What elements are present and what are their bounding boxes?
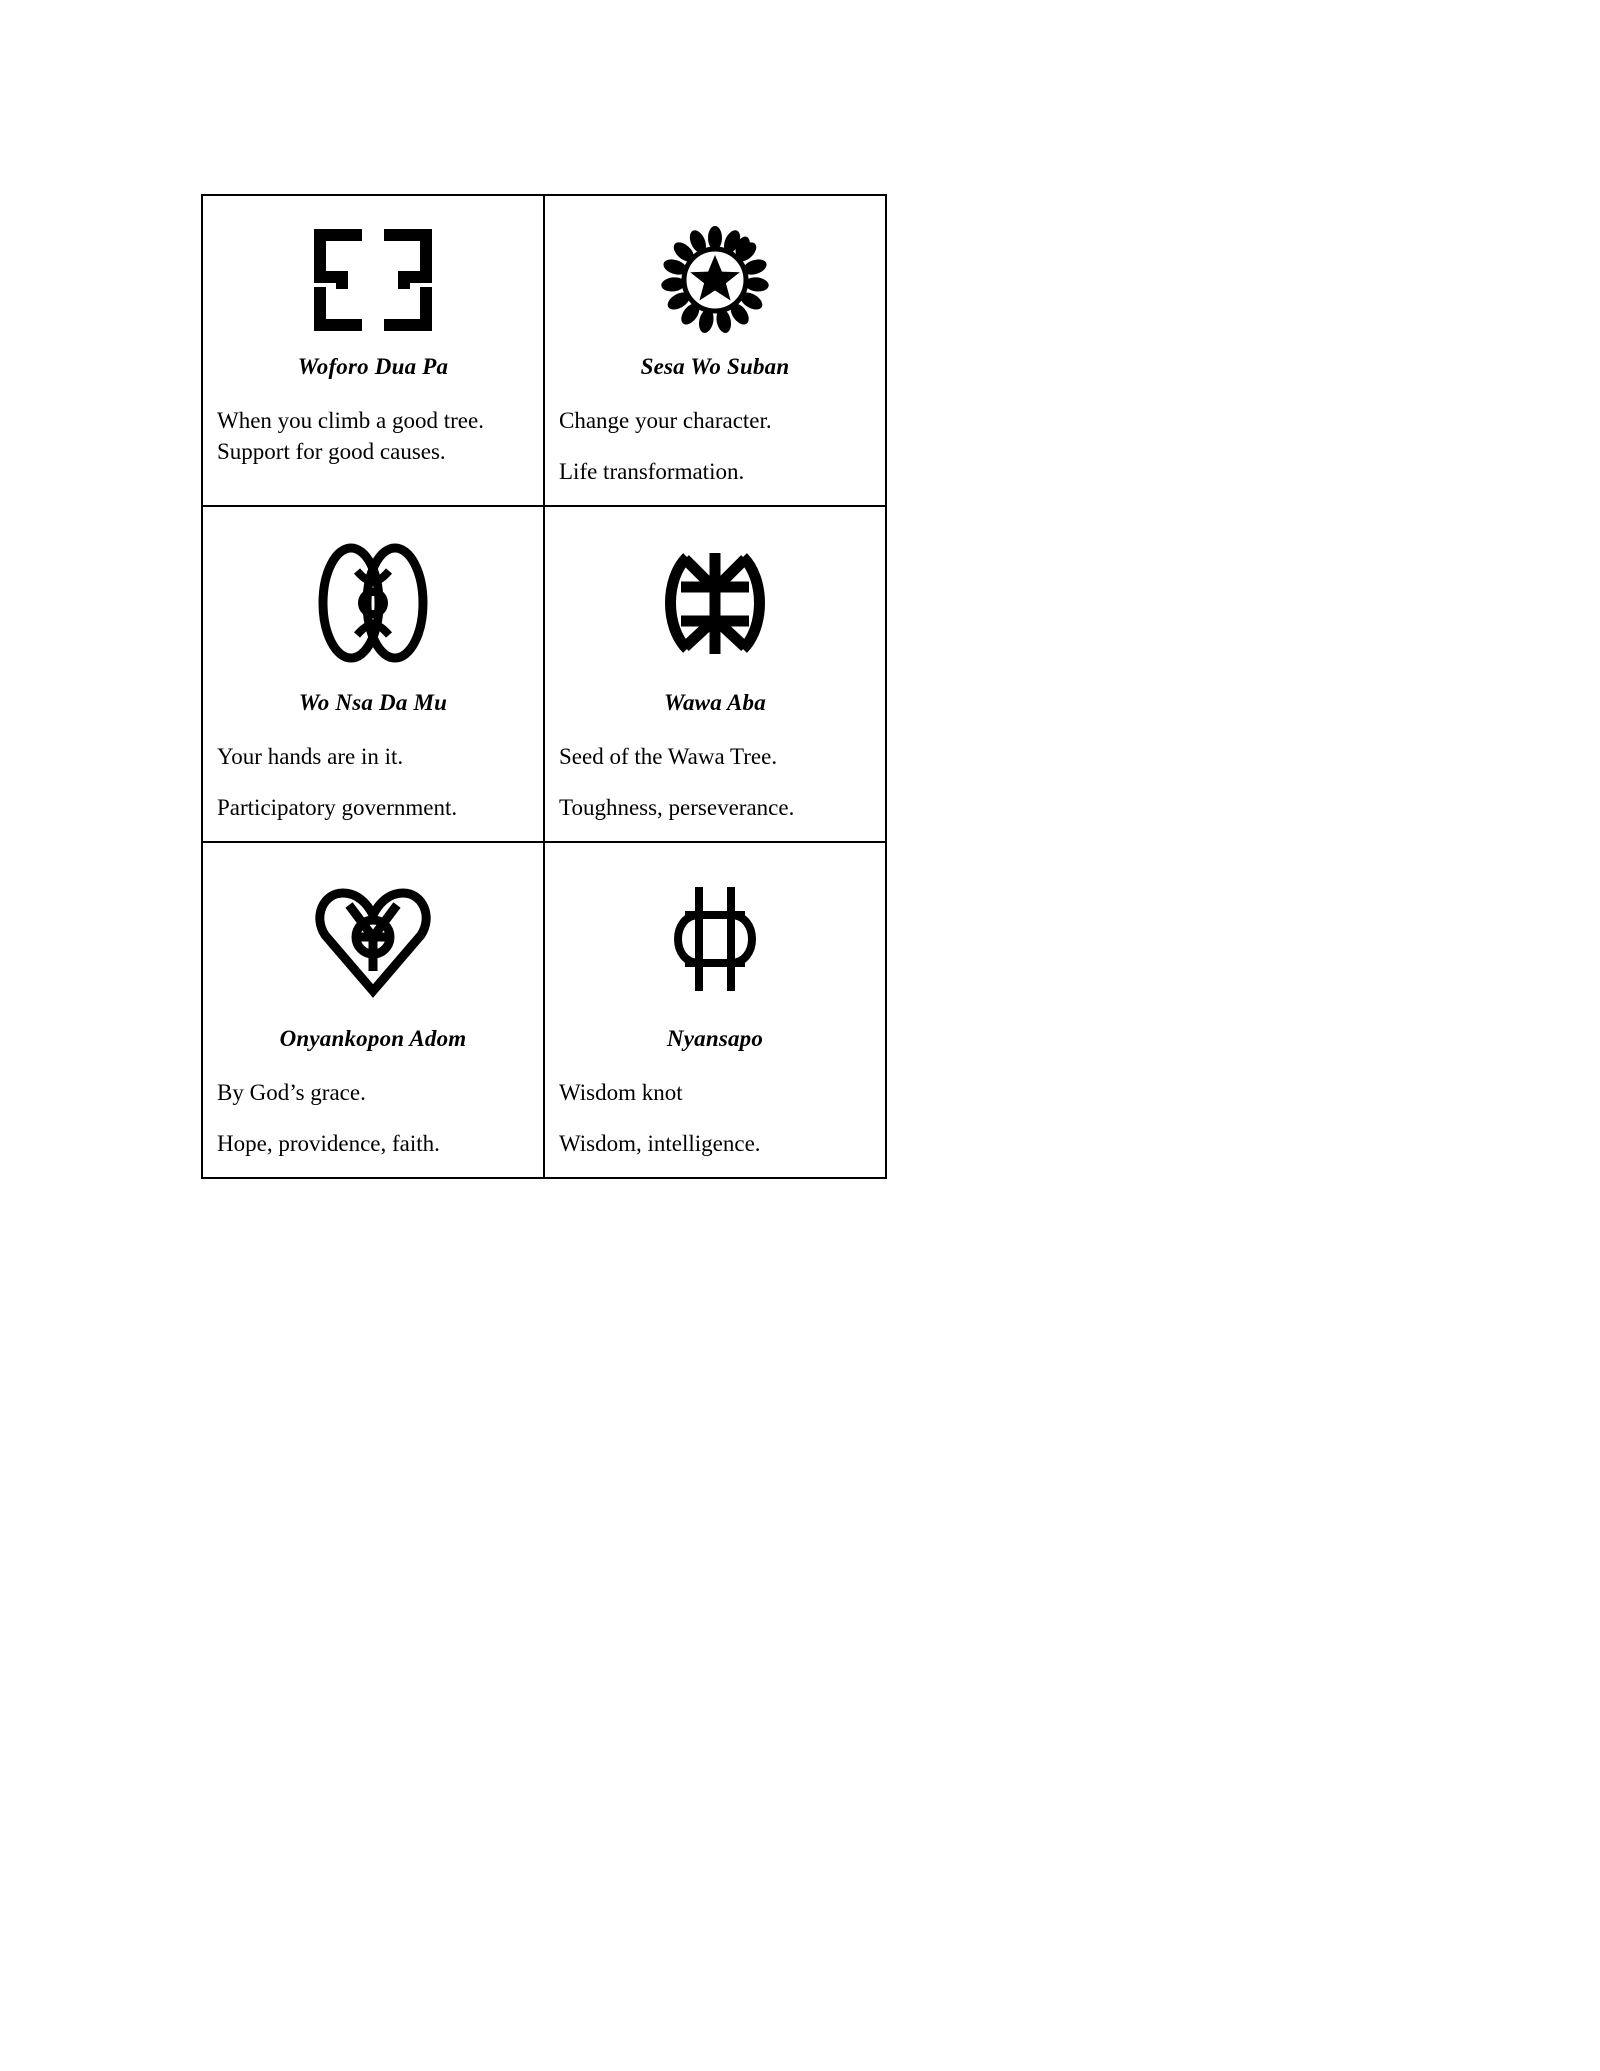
- symbol-meaning: Seed of the Wawa Tree.: [559, 743, 778, 769]
- nyansapo-symbol: [559, 857, 871, 1022]
- wawa-aba-symbol: [559, 521, 871, 686]
- table-cell-woforo-dua-pa: [202, 195, 544, 506]
- symbol-significance: Participatory government.: [217, 795, 458, 821]
- wo-nsa-da-mu-symbol: [217, 521, 529, 686]
- symbol-name: Woforo Dua Pa: [297, 354, 449, 379]
- symbol-meaning: Wisdom knot: [559, 1079, 683, 1105]
- table-cell-wawa-aba: [544, 506, 886, 842]
- symbol-significance: Toughness, perseverance.: [559, 795, 795, 821]
- table-cell-wo-nsa-da-mu: [202, 506, 544, 842]
- symbol-significance: Life transformation.: [559, 459, 745, 485]
- symbol-name: Sesa Wo Suban: [640, 354, 790, 379]
- symbol-meaning: When you climb a good tree.: [217, 408, 484, 433]
- symbol-significance: Hope, providence, faith.: [217, 1131, 440, 1157]
- symbol-meaning: Change your character.: [559, 408, 772, 433]
- symbol-name: Wawa Aba: [664, 689, 766, 715]
- table-row: [202, 842, 886, 1178]
- symbol-name: Onyankopon Adom: [279, 1025, 467, 1051]
- symbol-meaning: Your hands are in it.: [217, 743, 404, 769]
- sesa-wo-suban-symbol: [559, 210, 871, 350]
- table-cell-onyankopon-adom: [202, 842, 544, 1178]
- symbol-meaning: By God’s grace.: [217, 1079, 366, 1105]
- adinkra-symbols-table: [201, 194, 887, 1179]
- table-row: [202, 506, 886, 842]
- symbol-name: Wo Nsa Da Mu: [298, 689, 448, 715]
- table-cell-nyansapo: [544, 842, 886, 1178]
- symbol-name: Nyansapo: [666, 1025, 764, 1051]
- symbol-significance: Wisdom, intelligence.: [559, 1131, 761, 1157]
- symbol-significance: Support for good causes.: [217, 439, 446, 465]
- table-row: [202, 195, 886, 506]
- onyankopon-adom-symbol: [217, 857, 529, 1022]
- woforo-dua-pa-symbol: [217, 210, 529, 350]
- table-cell-sesa-wo-suban: [544, 195, 886, 506]
